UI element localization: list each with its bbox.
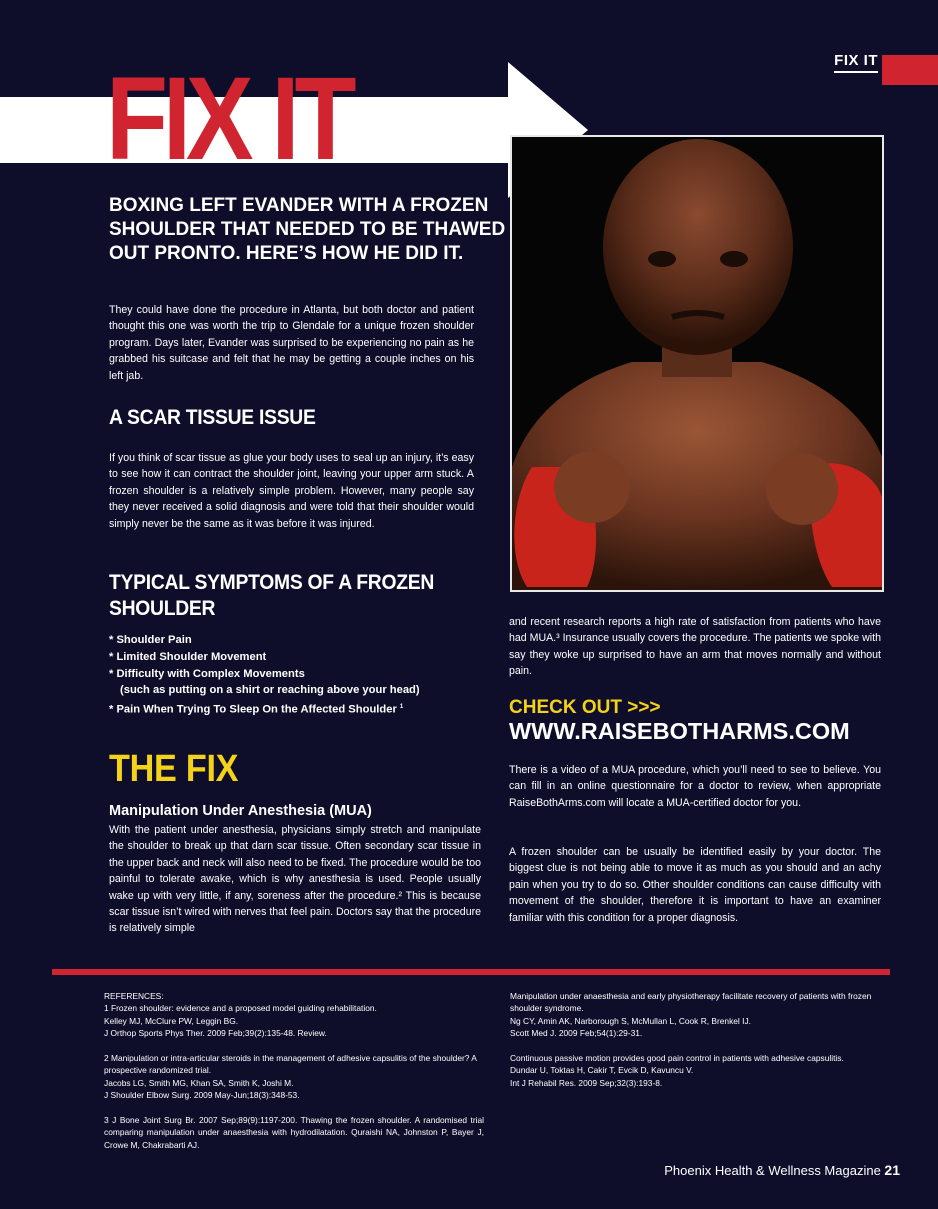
list-item: * Shoulder Pain <box>109 634 192 646</box>
list-item: * Limited Shoulder Movement <box>109 650 267 663</box>
reference-line: Manipulation under anaesthesia and early physiotherapy facilitate recovery of patients with frozen shoulder syndrome. <box>510 991 872 1014</box>
the-fix-heading: THE FIX <box>109 748 239 790</box>
article-subheading: BOXING LEFT EVANDER WITH A FROZEN SHOULDER THAT NEEDED TO BE THAWED OUT PRONTO. HERE’S HOW HE DID IT. <box>109 195 506 264</box>
reference-line: J Orthop Sports Phys Ther. 2009 Feb;39(2):135-48. Review. <box>104 1028 327 1039</box>
symptoms-heading: TYPICAL SYMPTOMS OF A FROZEN SHOULDER <box>109 571 435 620</box>
divider-line <box>52 969 890 975</box>
mua-subheading: Manipulation Under Anesthesia (MUA) <box>109 803 372 819</box>
list-item: * Difficulty with Complex Movements <box>109 667 305 680</box>
reference-line: J Shoulder Elbow Surg. 2009 May-Jun;18(3):348-53. <box>104 1090 300 1101</box>
page-title: FIX IT <box>106 53 352 185</box>
symptoms-list <box>109 632 489 719</box>
reference-line: 3 J Bone Joint Surg Br. 2007 Sep;89(9):1197-200. Thawing the frozen shoulder. A randomised trial comparing manipulation under anaesthesia with hydrodilatation. Quraishi NA, Johnston P, Bayer J, Crowe M, Chakrabarti AJ. <box>104 1115 484 1150</box>
references-right <box>510 990 890 1089</box>
scar-tissue-paragraph: If you think of scar tissue as glue your body uses to seal up an injury, it’s easy to see how it can contract the shoulder joint, leaving your upper arm stuck. A frozen shoulder is a relatively simple problem. However, many people say they never received a solid diagnosis and were told that their shoulder would simply never be the same as it was before it was injured. <box>109 452 474 530</box>
footnote-marker: 1 <box>399 704 404 711</box>
check-out-label: CHECK OUT >>> <box>509 697 661 718</box>
section-tag: FIX IT <box>834 52 878 73</box>
reference-line: 2 Manipulation or intra-articular steroids in the management of adhesive capsulitis of the shoulder? A prospective randomized trial. <box>104 1053 477 1076</box>
website-link[interactable]: WWW.RAISEBOTHARMS.COM <box>509 718 850 744</box>
intro-paragraph: They could have done the procedure in Atlanta, but both doctor and patient thought this one was worth the trip to Glendale for a unique frozen shoulder program. Days later, Evander was surprised to be experiencing no pain as he grabbed his suitcase and felt that he may be getting a couple inches on his left jab. <box>109 304 474 382</box>
reference-line: Kelley MJ, McClure PW, Leggin BG. <box>104 1015 239 1026</box>
reference-line: Jacobs LG, Smith MG, Khan SA, Smith K, Joshi M. <box>104 1077 294 1088</box>
page-footer <box>664 1162 900 1178</box>
list-item: (such as putting on a shirt or reaching above your head) <box>120 684 420 697</box>
list-item-text: * Pain When Trying To Sleep On the Affected Shoulder <box>109 703 397 716</box>
mua-paragraph: With the patient under anesthesia, physicians simply stretch and manipulate the shoulder to break up that darn scar tissue. Often secondary scar tissue in the upper back and neck will also need to be fixed. The procedure would be too painful to tolerate awake, which is why anesthesia is used. People usually wake up with very little, if any, soreness after the procedure.² This is because scar tissue isn’t wired with nerves that feel pain. Doctors say that the procedure is relatively simple <box>109 824 482 935</box>
reference-line: Ng CY, Amin AK, Narborough S, McMullan L, Cook R, Brenkel IJ. <box>510 1015 751 1026</box>
list-item <box>109 699 489 719</box>
references-label: REFERENCES: <box>104 991 164 1001</box>
page-number: 21 <box>884 1162 900 1178</box>
video-paragraph: There is a video of a MUA procedure, which you’ll need to see to believe. You can fill in an online questionnaire for a doctor to review, when appropriate RaiseBothArms.com will locate a MUA-certified doctor for you. <box>509 764 881 809</box>
reference-line: Continuous passive motion provides good pain control in patients with adhesive capsulitis. <box>510 1053 844 1064</box>
reference-line: Scott Med J. 2009 Feb;54(1):29-31. <box>510 1028 643 1039</box>
magazine-name: Phoenix Health & Wellness Magazine <box>664 1163 881 1178</box>
reference-line: 1 Frozen shoulder: evidence and a proposed model guiding rehabilitation. <box>104 1003 377 1014</box>
scar-tissue-heading: A SCAR TISSUE ISSUE <box>109 406 316 429</box>
diagnosis-paragraph: A frozen shoulder can be usually be identified easily by your doctor. The biggest clue is not being able to move it as much as you should and an achy pain when you try to do so. Other shoulder conditions can cause difficulty with movement of the shoulder, therefore it is important to have an examiner familiar with this condition for a proper diagnosis. <box>509 846 881 924</box>
section-tag-bar <box>882 55 938 85</box>
reference-line: Dundar U, Toktas H, Cakir T, Evcik D, Kavuncu V. <box>510 1065 694 1076</box>
boxer-photo <box>510 135 884 592</box>
reference-line: Int J Rehabil Res. 2009 Sep;32(3):193-8. <box>510 1077 663 1088</box>
references-left <box>104 990 484 1151</box>
continued-paragraph: and recent research reports a high rate of satisfaction from patients who have had MUA.³ Insurance usually covers the procedure. The patients we spoke with say they woke up surprised to have an arm that moves normally and without pain. <box>509 616 881 678</box>
